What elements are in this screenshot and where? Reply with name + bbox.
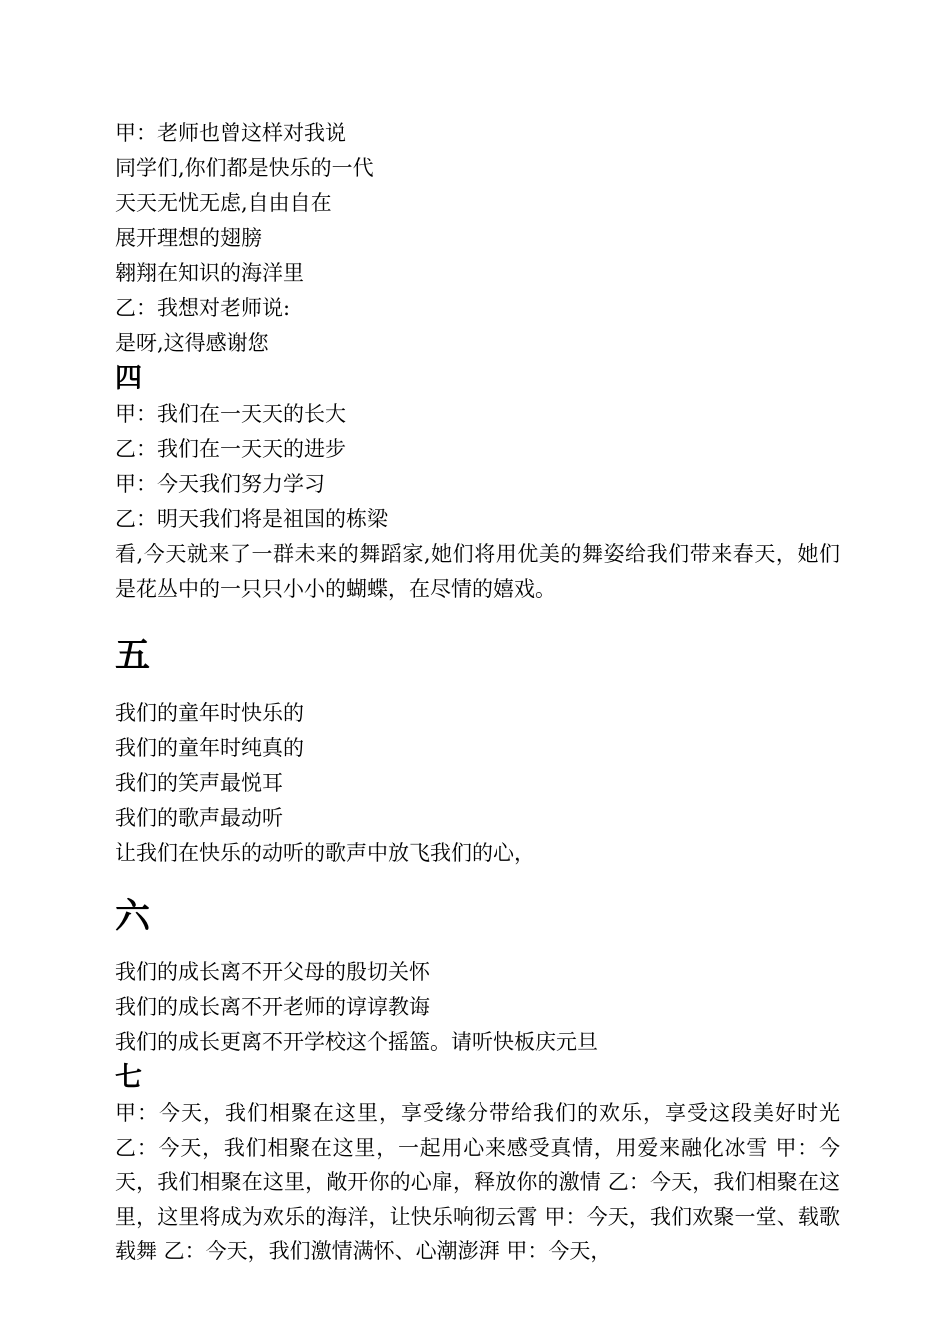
section-heading: 五 [115,635,151,676]
text-line: 天天无忧无虑,自由自在 [115,191,332,215]
section-6 [115,897,840,1060]
text-line: 甲：今天我们努力学习 [115,472,325,496]
text-line: 我们的笑声最悦耳 [115,771,283,795]
text-line: 我们的歌声最动听 [115,806,283,830]
section-heading: 七 [115,1062,142,1093]
text-line: 是呀,这得感谢您 [115,331,269,355]
section-heading: 六 [115,896,151,937]
text-line: 乙：我们在一天天的进步 [115,437,346,461]
text-line: 翱翔在知识的海洋里 [115,261,304,285]
section-5 [115,636,840,871]
text-line: 我们的童年时快乐的 [115,701,304,725]
spacer [115,937,840,955]
section-paragraph: 看,今天就来了一群未来的舞蹈家,她们将用优美的舞姿给我们带来春天，她们是花丛中的一只只小小的蝴蝶，在尽情的嬉戏。 [115,542,840,601]
section-heading: 四 [115,363,142,394]
text-line: 展开理想的翅膀 [115,226,262,250]
document-page [115,116,840,1269]
text-line: 甲：老师也曾这样对我说 [115,121,346,145]
text-line: 我们的成长离不开父母的殷切关怀 [115,960,430,984]
spacer [115,606,840,636]
section-7 [115,1060,840,1269]
section-paragraph: 甲：今天，我们相聚在这里，享受缘分带给我们的欢乐，享受这段美好时光 乙：今天，我们相聚在这里，一起用心来感受真情，用爱来融化冰雪 甲：今天，我们相聚在这里，敞开你的心扉，释放你的激情 乙：今天，我们相聚在这里，这里将成为欢乐的海洋，让快乐响彻云霄 甲：今天，我们欢聚一堂、载歌载舞 乙：今天，我们激情满怀、心潮澎湃 甲：今天， [115,1101,840,1263]
section-4 [115,361,840,606]
text-line: 让我们在快乐的动听的歌声中放飞我们的心， [115,841,535,865]
text-line: 我们的成长更离不开学校这个摇篮。请听快板庆元旦 [115,1030,598,1054]
section-intro [115,116,840,361]
text-line: 乙：我想对老师说: [115,296,291,320]
text-line: 我们的成长离不开老师的谆谆教诲 [115,995,430,1019]
text-line: 甲：我们在一天天的长大 [115,402,346,426]
spacer [115,871,840,897]
text-line: 我们的童年时纯真的 [115,736,304,760]
text-line: 乙：明天我们将是祖国的栋梁 [115,507,388,531]
spacer [115,676,840,696]
text-line: 同学们,你们都是快乐的一代 [115,156,374,180]
